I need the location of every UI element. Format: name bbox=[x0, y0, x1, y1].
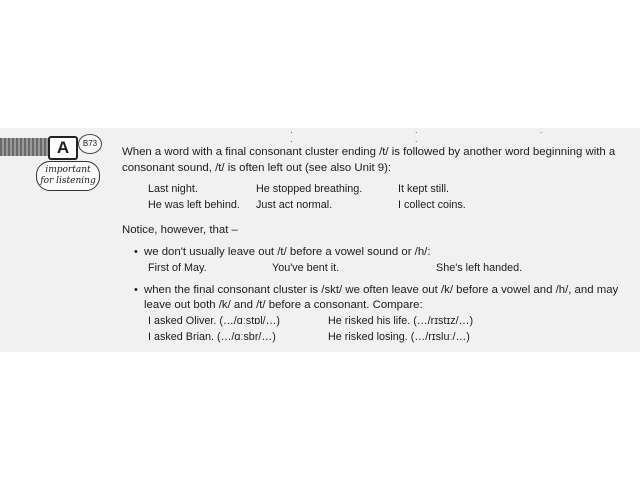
bullet-1-example-3: She's left handed. bbox=[436, 262, 523, 274]
scan-artifact-dots: · · · · · bbox=[290, 128, 603, 146]
intro-line-2: consonant sound, /t/ is often left out (see also Unit 9): bbox=[122, 162, 392, 174]
compare-1-1: I asked Oliver. (…/ɑːstɒl/…) bbox=[148, 315, 280, 327]
bullet-1-example-1: First of May. bbox=[148, 262, 207, 274]
example-2-3: I collect coins. bbox=[398, 199, 466, 211]
listening-note-callout bbox=[36, 161, 100, 191]
compare-2-1: I asked Brian. (…/ɑːsbr/…) bbox=[148, 331, 276, 343]
compare-2-2: He risked losing. (…/rɪsluː/…) bbox=[328, 331, 470, 343]
notice-heading: Notice, however, that – bbox=[122, 224, 238, 236]
bullet-2-line-2: leave out both /k/ and /t/ before a consonant. Compare: bbox=[144, 299, 423, 311]
section-letter: A bbox=[48, 136, 78, 160]
bullet-1-example-2: You've bent it. bbox=[272, 262, 340, 274]
example-2-2: Just act normal. bbox=[256, 199, 333, 211]
compare-1-2: He risked his life. (…/rɪstɪz/…) bbox=[328, 315, 474, 327]
example-2-1: He was left behind. bbox=[148, 199, 240, 211]
example-1-3: It kept still. bbox=[398, 183, 450, 195]
bullet-2-line-1: when the final consonant cluster is /skt/ we often leave out /k/ before a vowel and /h/, and may bbox=[144, 284, 619, 296]
audio-track-icon: B73 bbox=[78, 134, 102, 154]
note-line-1: important bbox=[45, 165, 91, 175]
example-1-1: Last night. bbox=[148, 183, 198, 195]
bullet-1-marker: • bbox=[134, 246, 138, 258]
bullet-1-text: we don't usually leave out /t/ before a vowel sound or /h/: bbox=[144, 246, 431, 258]
note-line-2: for listening bbox=[40, 176, 96, 186]
example-1-2: He stopped breathing. bbox=[256, 183, 363, 195]
bullet-2-marker: • bbox=[134, 284, 138, 296]
intro-line-1: When a word with a final consonant cluster ending /t/ is followed by another word beginning with a bbox=[122, 146, 616, 158]
